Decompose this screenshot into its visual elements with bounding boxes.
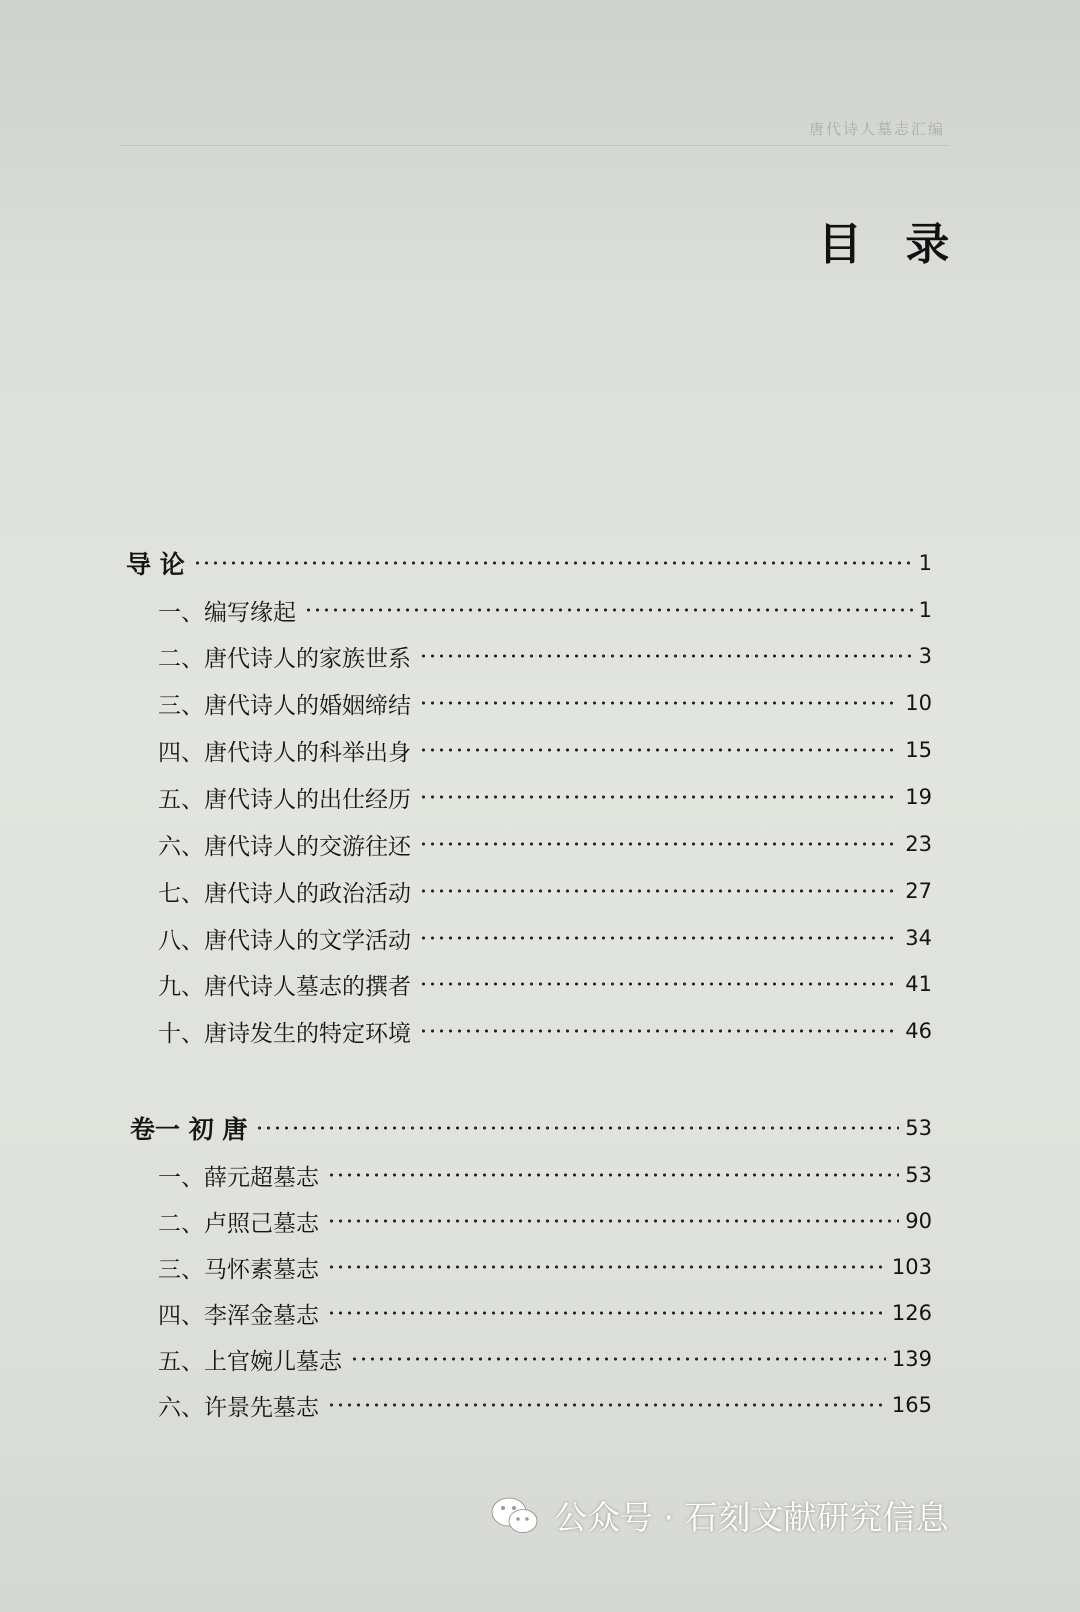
toc-entry-label: 五、唐代诗人的出仕经历 <box>158 786 411 813</box>
toc-entry-label: 六、许景先墓志 <box>158 1394 319 1421</box>
toc-page-number: 46 <box>905 1019 932 1043</box>
toc-entry <box>0 730 1080 770</box>
leader-dots <box>419 871 899 911</box>
toc-entry-label: 五、上官婉儿墓志 <box>158 1348 342 1375</box>
toc-entry-label: 八、唐代诗人的文学活动 <box>158 927 411 954</box>
leader-dots <box>193 543 913 583</box>
leader-dots <box>419 636 913 676</box>
leader-dots <box>419 918 899 958</box>
toc-entry <box>0 918 1080 958</box>
toc-entry <box>0 871 1080 911</box>
toc-page-number: 165 <box>891 1393 932 1417</box>
toc-heading-label: 导 论 <box>126 550 185 579</box>
watermark <box>490 1492 948 1539</box>
show-through-rule <box>120 145 950 146</box>
toc-entry-label: 四、唐代诗人的科举出身 <box>158 739 411 766</box>
leader-dots <box>327 1247 886 1287</box>
watermark-text: 公众号 · 石刻文献研究信息 <box>554 1498 949 1537</box>
leader-dots <box>304 590 913 630</box>
wechat-icon <box>490 1495 540 1537</box>
toc-heading <box>0 543 1080 583</box>
toc-page-number: 103 <box>891 1255 932 1279</box>
toc-heading-label: 卷一 初 唐 <box>130 1115 248 1144</box>
toc-entry-label: 一、编写缘起 <box>158 599 296 626</box>
toc-page-number: 126 <box>891 1301 932 1325</box>
toc-entry-label: 四、李浑金墓志 <box>158 1302 319 1329</box>
toc-entry <box>0 590 1080 630</box>
toc-entry <box>0 1385 1080 1425</box>
page-title: 目 录 <box>818 219 964 270</box>
show-through-header: 唐代诗人墓志汇编 <box>808 120 945 138</box>
toc-entry-label: 三、马怀素墓志 <box>158 1256 319 1283</box>
toc-page-number: 23 <box>905 832 932 856</box>
toc-entry <box>0 777 1080 817</box>
toc-entry <box>0 1011 1080 1051</box>
toc-page-number: 90 <box>905 1209 932 1233</box>
toc-entry-label: 一、薛元超墓志 <box>158 1164 319 1191</box>
toc-entry-label: 三、唐代诗人的婚姻缔结 <box>158 692 411 719</box>
toc-entry <box>0 824 1080 864</box>
leader-dots <box>327 1385 886 1425</box>
toc-entry <box>0 1293 1080 1333</box>
leader-dots <box>419 730 899 770</box>
toc-entry-label: 二、卢照己墓志 <box>158 1210 319 1237</box>
leader-dots <box>419 777 899 817</box>
leader-dots <box>419 964 899 1004</box>
toc-page-number: 1 <box>918 598 932 622</box>
toc-page-number: 10 <box>905 691 932 715</box>
toc-entry-label: 七、唐代诗人的政治活动 <box>158 880 411 907</box>
toc-page-number: 15 <box>905 738 932 762</box>
toc-entry-label: 二、唐代诗人的家族世系 <box>158 645 411 672</box>
toc-entry <box>0 636 1080 676</box>
toc-entry <box>0 1155 1080 1195</box>
toc-entry <box>0 964 1080 1004</box>
leader-dots <box>419 1011 899 1051</box>
toc-page-number: 19 <box>905 785 932 809</box>
leader-dots <box>327 1155 899 1195</box>
toc-entry <box>0 683 1080 723</box>
leader-dots <box>419 824 899 864</box>
toc-entry <box>0 1201 1080 1241</box>
leader-dots <box>350 1339 886 1379</box>
toc-page-number: 53 <box>905 1116 932 1140</box>
toc-page-number: 3 <box>918 644 932 668</box>
toc-page-number: 27 <box>905 879 932 903</box>
toc-entry-label: 六、唐代诗人的交游往还 <box>158 833 411 860</box>
leader-dots <box>327 1293 886 1333</box>
toc-page-number: 1 <box>918 551 932 575</box>
toc-page-number: 41 <box>905 972 932 996</box>
toc-page-number: 53 <box>905 1163 932 1187</box>
leader-dots <box>327 1201 899 1241</box>
leader-dots <box>419 683 899 723</box>
toc-entry-label: 十、唐诗发生的特定环境 <box>158 1020 411 1047</box>
toc-entry <box>0 1247 1080 1287</box>
leader-dots <box>255 1108 899 1148</box>
toc-page-number: 139 <box>891 1347 932 1371</box>
toc-entry <box>0 1339 1080 1379</box>
toc-entry-label: 九、唐代诗人墓志的撰者 <box>158 973 411 1000</box>
toc-page-number: 34 <box>905 926 932 950</box>
toc-heading <box>0 1108 1080 1148</box>
